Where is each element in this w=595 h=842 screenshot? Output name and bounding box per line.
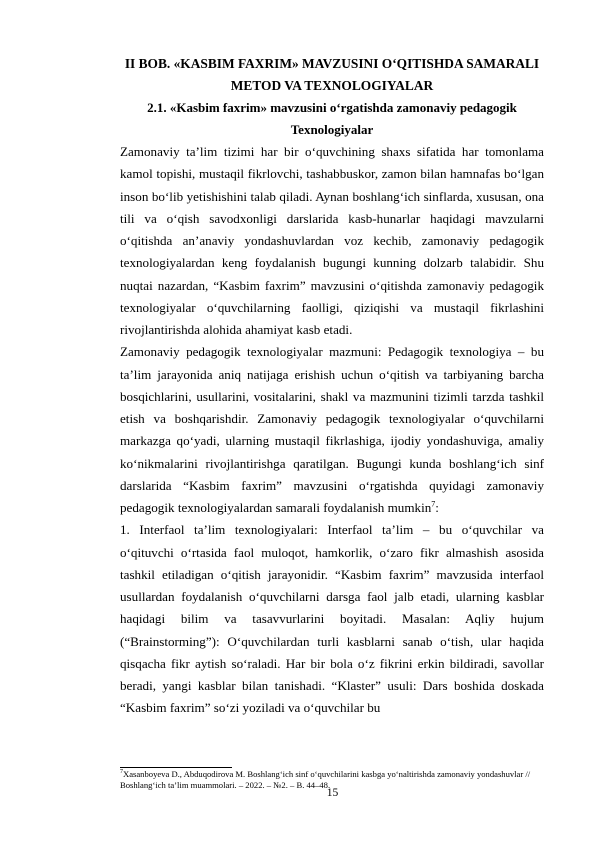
paragraph-1-text: Zamonaviy ta’lim tizimi har bir o‘quvchining shaxs sifatida har tomonlama kamol topishi, mustaqil fikrlovchi, tashabbuskor, zamon bilan hamnafas bo‘lgan inson bo‘lib yetishishini talab qiladi. Aynan boshlang‘ich sinflarda, xususan, ona tili va o‘qish savodxonligi darslarida kasb-hunarlar haqidagi mavzularni o‘qitishda an’anaviy yondashuvlardan voz kechib, zamonaviy pedagogik texnologiyalardan keng foydalanish bugungi kunning dolzarb talabidir. Shu nuqtai nazardan, “Kasbim faxrim” mavzusini o‘qitishda zamonaviy pedagogik texnologiyalar o‘quvchilarning faolligi, qiziqishi va mustaqil fikrlashini rivojlantirishda alohida ahamiyat kasb etadi. [120,144,544,337]
paragraph-1 [120,141,544,341]
footnote-divider [120,767,232,768]
footnote-reference[interactable]: 7 [431,499,436,509]
paragraph-3-text: 1. Interfaol ta’lim texnologiyalari: Interfaol ta’lim – bu o‘quvchilar va o‘qituvchi o‘rtasida faol muloqot, hamkorlik, o‘zaro fikr almashish asosida tashkil etiladigan o‘qitish jarayonidir. “Kasbim faxrim” mavzusida interfaol usullardan foydalanish o‘quvchilarni darsga faol jalb etadi, ularning kasblar haqidagi bilim va tasavvurlarini boyitadi. Masalan: Aqliy hujum (“Brainstorming”): O‘quvchilardan turli kasblarni sanab o‘tish, ular haqida qisqacha fikr aytish so‘raladi. Har bir bola o‘z fikrini erkin bildiradi, savollar beradi, yangi kasblar bilan tanishadi. “Klaster” usuli: Dars boshida doskada “Kasbim faxrim” so‘zi yoziladi va o‘quvchilar bu [120,522,544,716]
chapter-title: II BOB. «KASBIM FAXRIM» MAVZUSINI O‘QITISHDA SAMARALI METOD VA TEXNOLOGIYALAR [124,56,540,93]
page-content [120,53,544,720]
section-title: 2.1. «Kasbim faxrim» mavzusini o‘rgatishda zamonaviy pedagogik Texnologiyalar [147,100,517,137]
paragraph-2-text: Zamonaviy pedagogik texnologiyalar mazmuni: Pedagogik texnologiya – bu ta’lim jarayonida aniq natijaga erishish uchun o‘qitish va tarbiyaning barcha bosqichlarini, usullarini, vositalarini, shakl va mazmunini tizimli tarzda tashkil etish va boshqarishdir. Zamonaviy pedagogik texnologiyalar o‘quvchilarni markazga qo‘yadi, ularning mustaqil fikrlashiga, ijodiy yondashuviga, amaliy ko‘nikmalarini rivojlantirishga qaratilgan. Bugungi kunda boshlang‘ich sinf darslarida “Kasbim faxrim” mavzusini o‘rgatishda quyidagi zamonaviy pedagogik texnologiyalardan samarali foydalanish mumkin [120,344,544,515]
footnote-text: Xasanboyeva D., Abduqodirova M. Boshlang‘ich sinf o‘quvchilarini kasbga yo‘naltirishda zamonaviy yondashuvlar // Boshlang‘ich ta’lim muammolari. – 2022. – №2. – B. 44–48. [120,769,531,790]
footnote-mark: 7 [120,769,123,776]
paragraph-2-end: : [435,500,439,515]
page-number: 15 [326,787,339,799]
paragraph-3 [120,519,544,719]
paragraph-2 [120,341,544,519]
